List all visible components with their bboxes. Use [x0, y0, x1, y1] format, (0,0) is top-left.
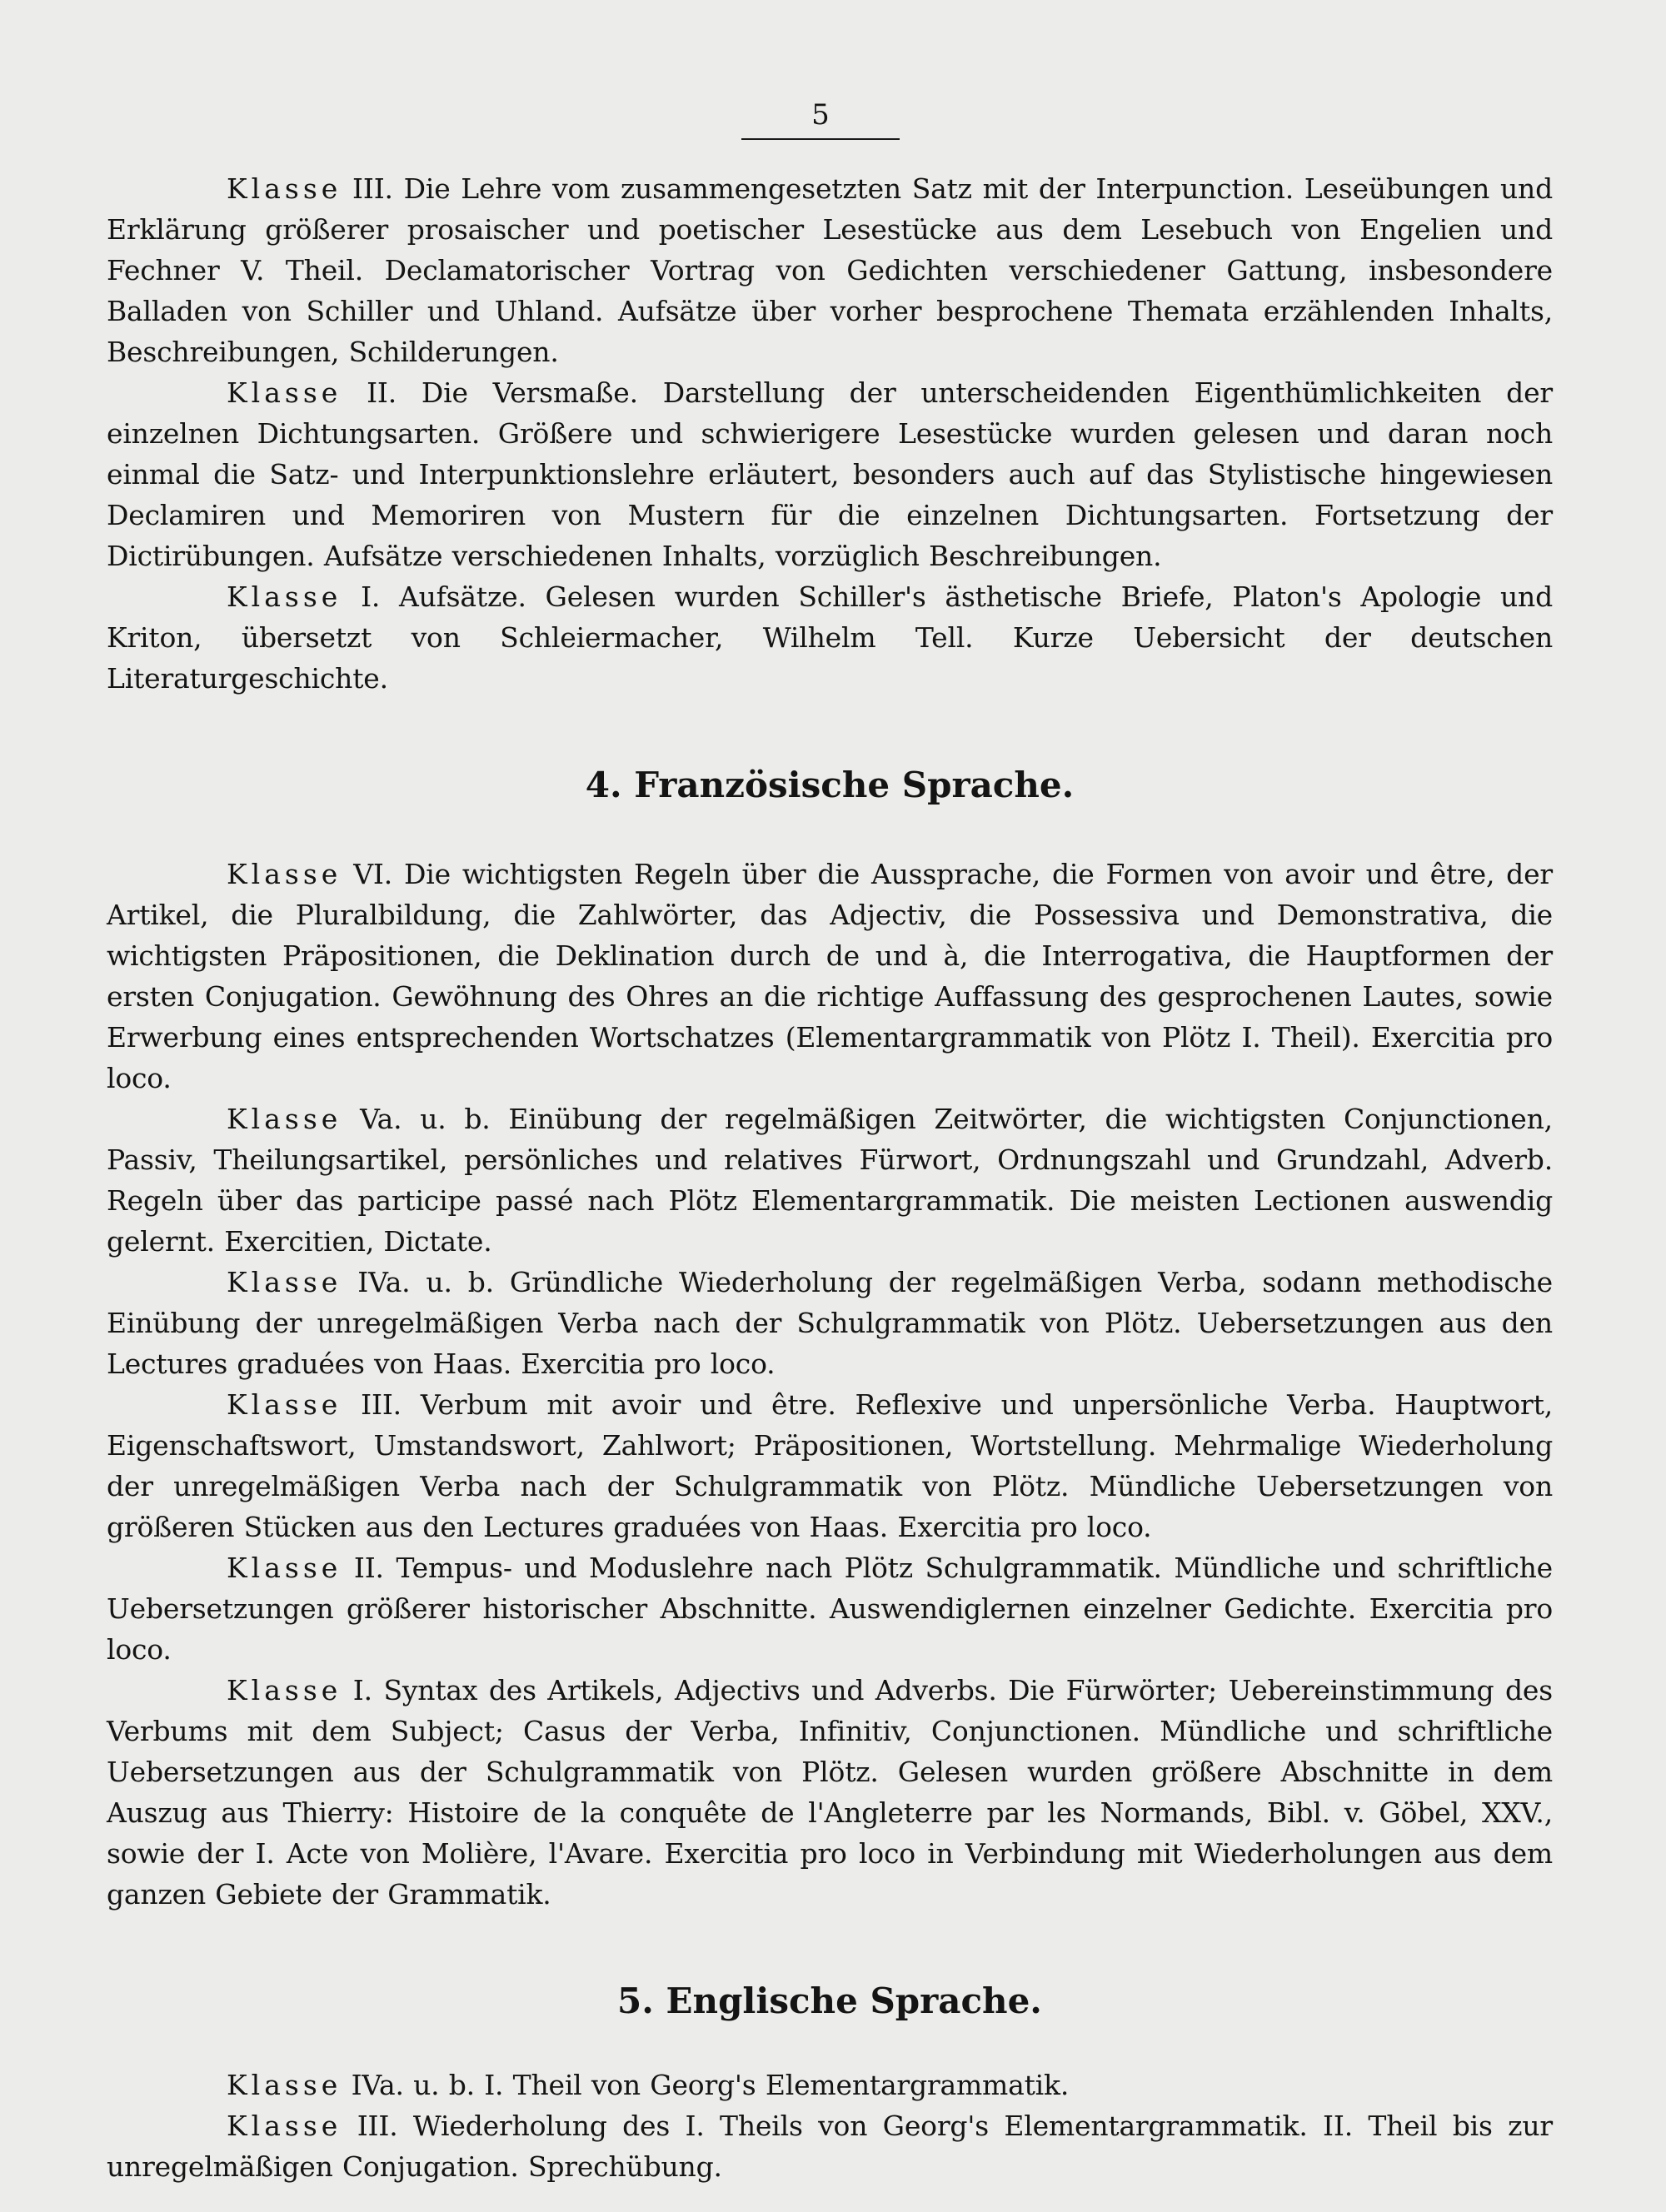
klasse-label: Klasse [227, 2069, 342, 2101]
paragraph-text: Aufsätze. Gelesen wurden Schiller's ästhetische Briefe, Platon's Apologie und Kriton, übersetzt von Schleiermacher, Wilhelm Tell. Kurze Uebersicht der deutschen Literaturgeschichte. [107, 580, 1554, 695]
paragraph-german-klasse-iii [107, 168, 1553, 372]
paragraph-text: Einübung der regelmäßigen Zeitwörter, die wichtigsten Conjunctionen, Passiv, Theilungsartikel, persönliches und relatives Fürwort, Ordnungszahl und Grundzahl, Adverb. Regeln über das participe passé nach Plötz Elementargrammatik. Die meisten Lectionen auswendig gelernt. Exercitien, Dictate. [107, 1103, 1553, 1258]
paragraph-text: Die wichtigsten Regeln über die Aussprache, die Formen von avoir und être, der Artikel, die Pluralbildung, die Zahlwörter, das Adjectiv, die Possessiva und Demonstrativa, die wichtigsten Präpositionen, die Deklination durch de und à, die Interrogativa, die Hauptformen der ersten Conjugation. Gewöhnung des Ohres an die richtige Auffassung des gesprochenen Lautes, sowie Erwerbung eines entsprechenden Wortschatzes (Elementargrammatik von Plötz I. Theil). Exercitia pro loco. [107, 858, 1553, 1094]
paragraph-text: Die Versmaße. Darstellung der unterscheidenden Eigenthümlichkeiten der einzelnen Dichtungsarten. Größere und schwierigere Lesestücke wurden gelesen und daran noch einmal die Satz- und Interpunktionslehre erläutert, besonders auch auf das Stylistische hingewiesen Declamiren und Memoriren von Mustern für die einzelnen Dichtungsarten. Fortsetzung der Dictirübungen. Aufsätze verschiedenen Inhalts, vorzüglich Beschreibungen. [107, 376, 1553, 572]
klasse-label: Klasse [227, 1674, 342, 1706]
klasse-label: Klasse [227, 2110, 342, 2142]
klasse-level: II. [367, 376, 397, 409]
section-heading-english: 5. Englische Sprache. [617, 1980, 1042, 2021]
klasse-level: Va. u. b. [360, 1103, 491, 1135]
paragraph-german-klasse-ii [107, 372, 1553, 576]
paragraph-text: Gründliche Wiederholung der regelmäßigen Verba, sodann methodische Einübung der unregelmäßigen Verba nach der Schulgrammatik von Plötz. Uebersetzungen aus den Lectures graduées von Haas. Exercitia pro loco. [107, 1266, 1553, 1380]
paragraph-text: Wiederholung des I. Theils von Georg's Elementargrammatik. II. Theil bis zur unregelmäßigen Conjugation. Sprechübung. [107, 2110, 1553, 2183]
klasse-level: III. [361, 1388, 402, 1421]
paragraph-french-klasse-iva [107, 1262, 1553, 1384]
paragraph-german-klasse-i [107, 576, 1553, 699]
klasse-level: VI. [353, 858, 392, 890]
klasse-label: Klasse [227, 1552, 342, 1584]
paragraph-french-klasse-ii [107, 1547, 1553, 1670]
page-number: 5 [811, 98, 830, 132]
klasse-level: II. [353, 1552, 384, 1584]
klasse-label: Klasse [227, 1103, 342, 1135]
klasse-label: Klasse [227, 858, 342, 890]
klasse-level: IVa. u. b. [351, 2069, 475, 2101]
klasse-label: Klasse [227, 172, 342, 205]
klasse-label: Klasse [227, 1266, 342, 1298]
klasse-level: I. [361, 580, 381, 613]
paragraph-text: Verbum mit avoir und être. Reflexive und unpersönliche Verba. Hauptwort, Eigenschaftswort, Umstandswort, Zahlwort; Präpositionen, Wortstellung. Mehrmalige Wiederholung der unregelmäßigen Verba nach der Schulgrammatik von Plötz. Mündliche Uebersetzungen von größeren Stücken aus den Lectures graduées von Haas. Exercitia pro loco. [107, 1388, 1553, 1543]
klasse-level: IVa. u. b. [357, 1266, 494, 1298]
paragraph-french-klasse-iii [107, 1384, 1553, 1547]
klasse-label: Klasse [227, 580, 342, 613]
klasse-level: III. [352, 172, 393, 205]
paragraph-text: I. Theil von Georg's Elementargrammatik. [484, 2069, 1070, 2101]
paragraph-french-klasse-vi [107, 854, 1553, 1099]
paragraph-english-klasse-iva [107, 2065, 1553, 2105]
paragraph-french-klasse-i [107, 1670, 1553, 1915]
klasse-level: III. [357, 2110, 398, 2142]
klasse-label: Klasse [227, 376, 342, 409]
klasse-level: I. [352, 1674, 372, 1706]
paragraph-text: Syntax des Artikels, Adjectivs und Adverbs. Die Fürwörter; Uebereinstimmung des Verbums mit dem Subject; Casus der Verba, Infinitiv, Conjunctionen. Mündliche und schriftliche Uebersetzungen aus der Schulgrammatik von Plötz. Gelesen wurden größere Abschnitte in dem Auszug aus Thierry: Histoire de la conquête de l'Angleterre par les Normands, Bibl. v. Göbel, XXV., sowie der I. Acte von Molière, l'Avare. Exercitia pro loco in Verbindung mit Wiederholungen aus dem ganzen Gebiete der Grammatik. [107, 1674, 1553, 1911]
page-content [107, 168, 1553, 2187]
section-heading-french: 4. Französische Sprache. [585, 765, 1075, 805]
paragraph-english-klasse-iii [107, 2105, 1553, 2187]
paragraph-text: Tempus- und Moduslehre nach Plötz Schulgrammatik. Mündliche und schriftliche Uebersetzungen größerer historischer Abschnitte. Auswendiglernen einzelner Gedichte. Exercitia pro loco. [107, 1552, 1553, 1666]
klasse-label: Klasse [227, 1388, 342, 1421]
header-rule [741, 138, 900, 140]
paragraph-text: Die Lehre vom zusammengesetzten Satz mit der Interpunction. Leseübungen und Erklärung größerer prosaischer und poetischer Lesestücke aus dem Lesebuch von Engelien und Fechner V. Theil. Declamatorischer Vortrag von Gedichten verschiedener Gattung, insbesondere Balladen von Schiller und Uhland. Aufsätze über vorher besprochene Themata erzählenden Inhalts, Beschreibungen, Schilderungen. [107, 172, 1553, 368]
paragraph-french-klasse-va [107, 1099, 1553, 1262]
